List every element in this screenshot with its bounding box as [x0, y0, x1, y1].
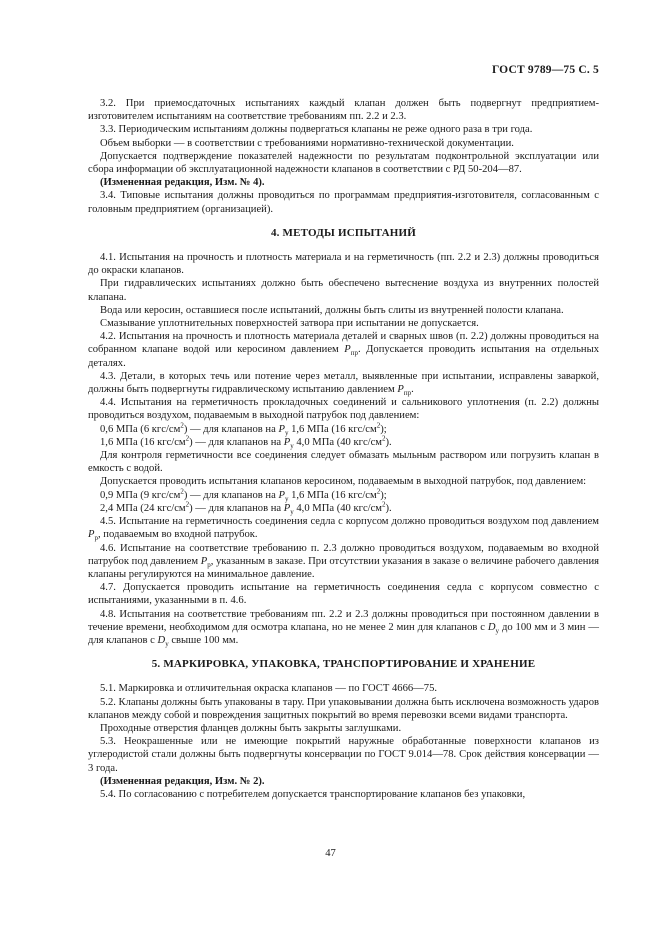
clause-4-8: 4.8. Испытания на соответствие требованиям пп. 2.2 и 2.3 должны проводиться при постоянном давлении в течение времени, необходимом для осмотра клапана, но не менее 2 мин для клапанов с $D_y$ до 100 мм и 3 мин — для клапанов с $D_y$ свыше 100 мм. — [88, 608, 599, 649]
clause-5-1: 5.1. Маркировка и отличительная окраска клапанов — по ГОСТ 4666—75. — [100, 683, 438, 695]
document-body — [88, 97, 599, 801]
clause-4-2: 4.2. Испытания на прочность и плотность материала деталей и сварных швов (п. 2.2) должны проводиться на собранном клапане водой или керосином давлением $P_{пр}$. Допускается проводить испытания на отдельных деталях. — [88, 331, 600, 369]
amendment-note-4: (Измененная редакция, Изм. № 4). — [100, 177, 265, 189]
section-4-heading: 4. МЕТОДЫ ИСПЫТАНИЙ — [270, 226, 417, 239]
pressure-line-2: 1,6 МПа (16 кгс/$см^2$) — для клапанов на $P_y$ 4,0 МПа (40 кгс/$см^2$). — [100, 434, 392, 450]
clause-3-4: 3.4. Типовые испытания должны проводиться по программам предприятия-изготовителя, согласованным с головным предприятием (организацией). — [88, 190, 599, 215]
clause-4-4: 4.4. Испытания на герметичность прокладочных соединений и сальникового уплотнения (п. 2.2) должны проводиться воздухом, подаваемым в выходной патрубок под давлением: — [88, 397, 599, 422]
clause-3-3-sample: Объем выборки — в соответствии с требованиями нормативно-технической документации. — [100, 137, 514, 149]
clause-4-4-kerosene: Допускается проводить испытания клапанов керосином, подаваемым в выходной патрубок, под давлением: — [100, 476, 587, 488]
clause-5-2: 5.2. Клапаны должны быть упакованы в тару. При упаковывании должна быть исключена возможность ударов клапанов между собой и повреждения защитных покрытий во время перевозки всеми видами транспорта. — [88, 696, 599, 721]
amendment-note-2: (Измененная редакция, Изм. № 2). — [100, 775, 265, 787]
clause-4-4-soap: Для контроля герметичности все соединения следует обмазать мыльным раствором или погрузить клапан в емкость с водой. — [88, 450, 599, 475]
clause-4-1-drain: Вода или керосин, оставшиеся после испытаний, должны быть слиты из внутренней полости клапана. — [100, 304, 564, 316]
pressure-line-4: 2,4 МПа (24 кгс/$см^2$) — для клапанов на $P_y$ 4,0 МПа (40 кгс/$см^2$). — [100, 500, 392, 516]
clause-3-3: 3.3. Периодическим испытаниям должны подвергаться клапаны не реже одного раза в три года. — [100, 124, 533, 136]
page-header: ГОСТ 9789—75 С. 5 — [491, 64, 599, 76]
clause-4-5: 4.5. Испытание на герметичность соединения седла с корпусом должно проводиться воздухом под давлением $P_p$, подаваемым во входной патрубок. — [88, 516, 599, 543]
page-number: 47 — [325, 848, 336, 859]
section-5-heading: 5. МАРКИРОВКА, УПАКОВКА, ТРАНСПОРТИРОВАНИЕ И ХРАНЕНИЕ — [151, 658, 536, 671]
pressure-line-1: 0,6 МПа (6 кгс/$см^2$) — для клапанов на $P_y$ 1,6 МПа (16 кгс/$см^2$); — [100, 421, 387, 437]
clause-5-2-plugs: Проходные отверстия фланцев должны быть закрыты заглушками. — [100, 722, 402, 734]
clause-4-1-air: При гидравлических испытаниях должно быть обеспечено вытеснение воздуха из внутренних полостей клапана. — [88, 278, 599, 303]
clause-5-4: 5.4. По согласованию с потребителем допускается транспортирование клапанов без упаковки, — [100, 788, 526, 800]
clause-5-3: 5.3. Неокрашенные или не имеющие покрытий наружные обработанные поверхности клапанов из углеродистой стали должны быть подвергнуты консервации по ГОСТ 9.014—78. Срок действия консервации — 3 года. — [88, 736, 599, 774]
clause-4-3: 4.3. Детали, в которых течь или потение через металл, выявленные при испытании, исправлены заваркой, должны быть подвергнуты гидравлическому испытанию давлением $P_{пр}$. — [88, 370, 599, 398]
clause-4-1: 4.1. Испытания на прочность и плотность материала и на герметичность (пп. 2.2 и 2.3) должны проводиться до окраски клапанов. — [88, 252, 599, 277]
clause-4-6: 4.6. Испытание на соответствие требованию п. 2.3 должно проводиться воздухом, подаваемым во входной патрубок под давлением $P_p$, указанным в заказе. При отсутствии указания в заказе о величине рабочего давления клапаны регулируются на минимальное давление. — [88, 542, 599, 580]
clause-3-2: 3.2. При приемосдаточных испытаниях каждый клапан должен быть подвергнут предприятием-изготовителем испытаниям на соответствие требованиям пп. 2.2 и 2.3. — [88, 98, 599, 123]
clause-4-1-lubrication: Смазывание уплотнительных поверхностей затвора при испытании не допускается. — [100, 318, 479, 330]
pressure-line-3: 0,9 МПа (9 кгс/$см^2$) — для клапанов на $P_y$ 1,6 МПа (16 кгс/$см^2$); — [100, 487, 387, 503]
clause-4-7: 4.7. Допускается проводить испытание на герметичность соединения седла с корпусом совместно с испытаниями, указанными в п. 4.6. — [88, 582, 599, 607]
clause-3-3-reliability: Допускается подтверждение показателей надежности по результатам подконтрольной эксплуатации или сбора информации об эксплуатационной надежности клапанов в соответствии с РД 50-204—87. — [88, 150, 599, 176]
